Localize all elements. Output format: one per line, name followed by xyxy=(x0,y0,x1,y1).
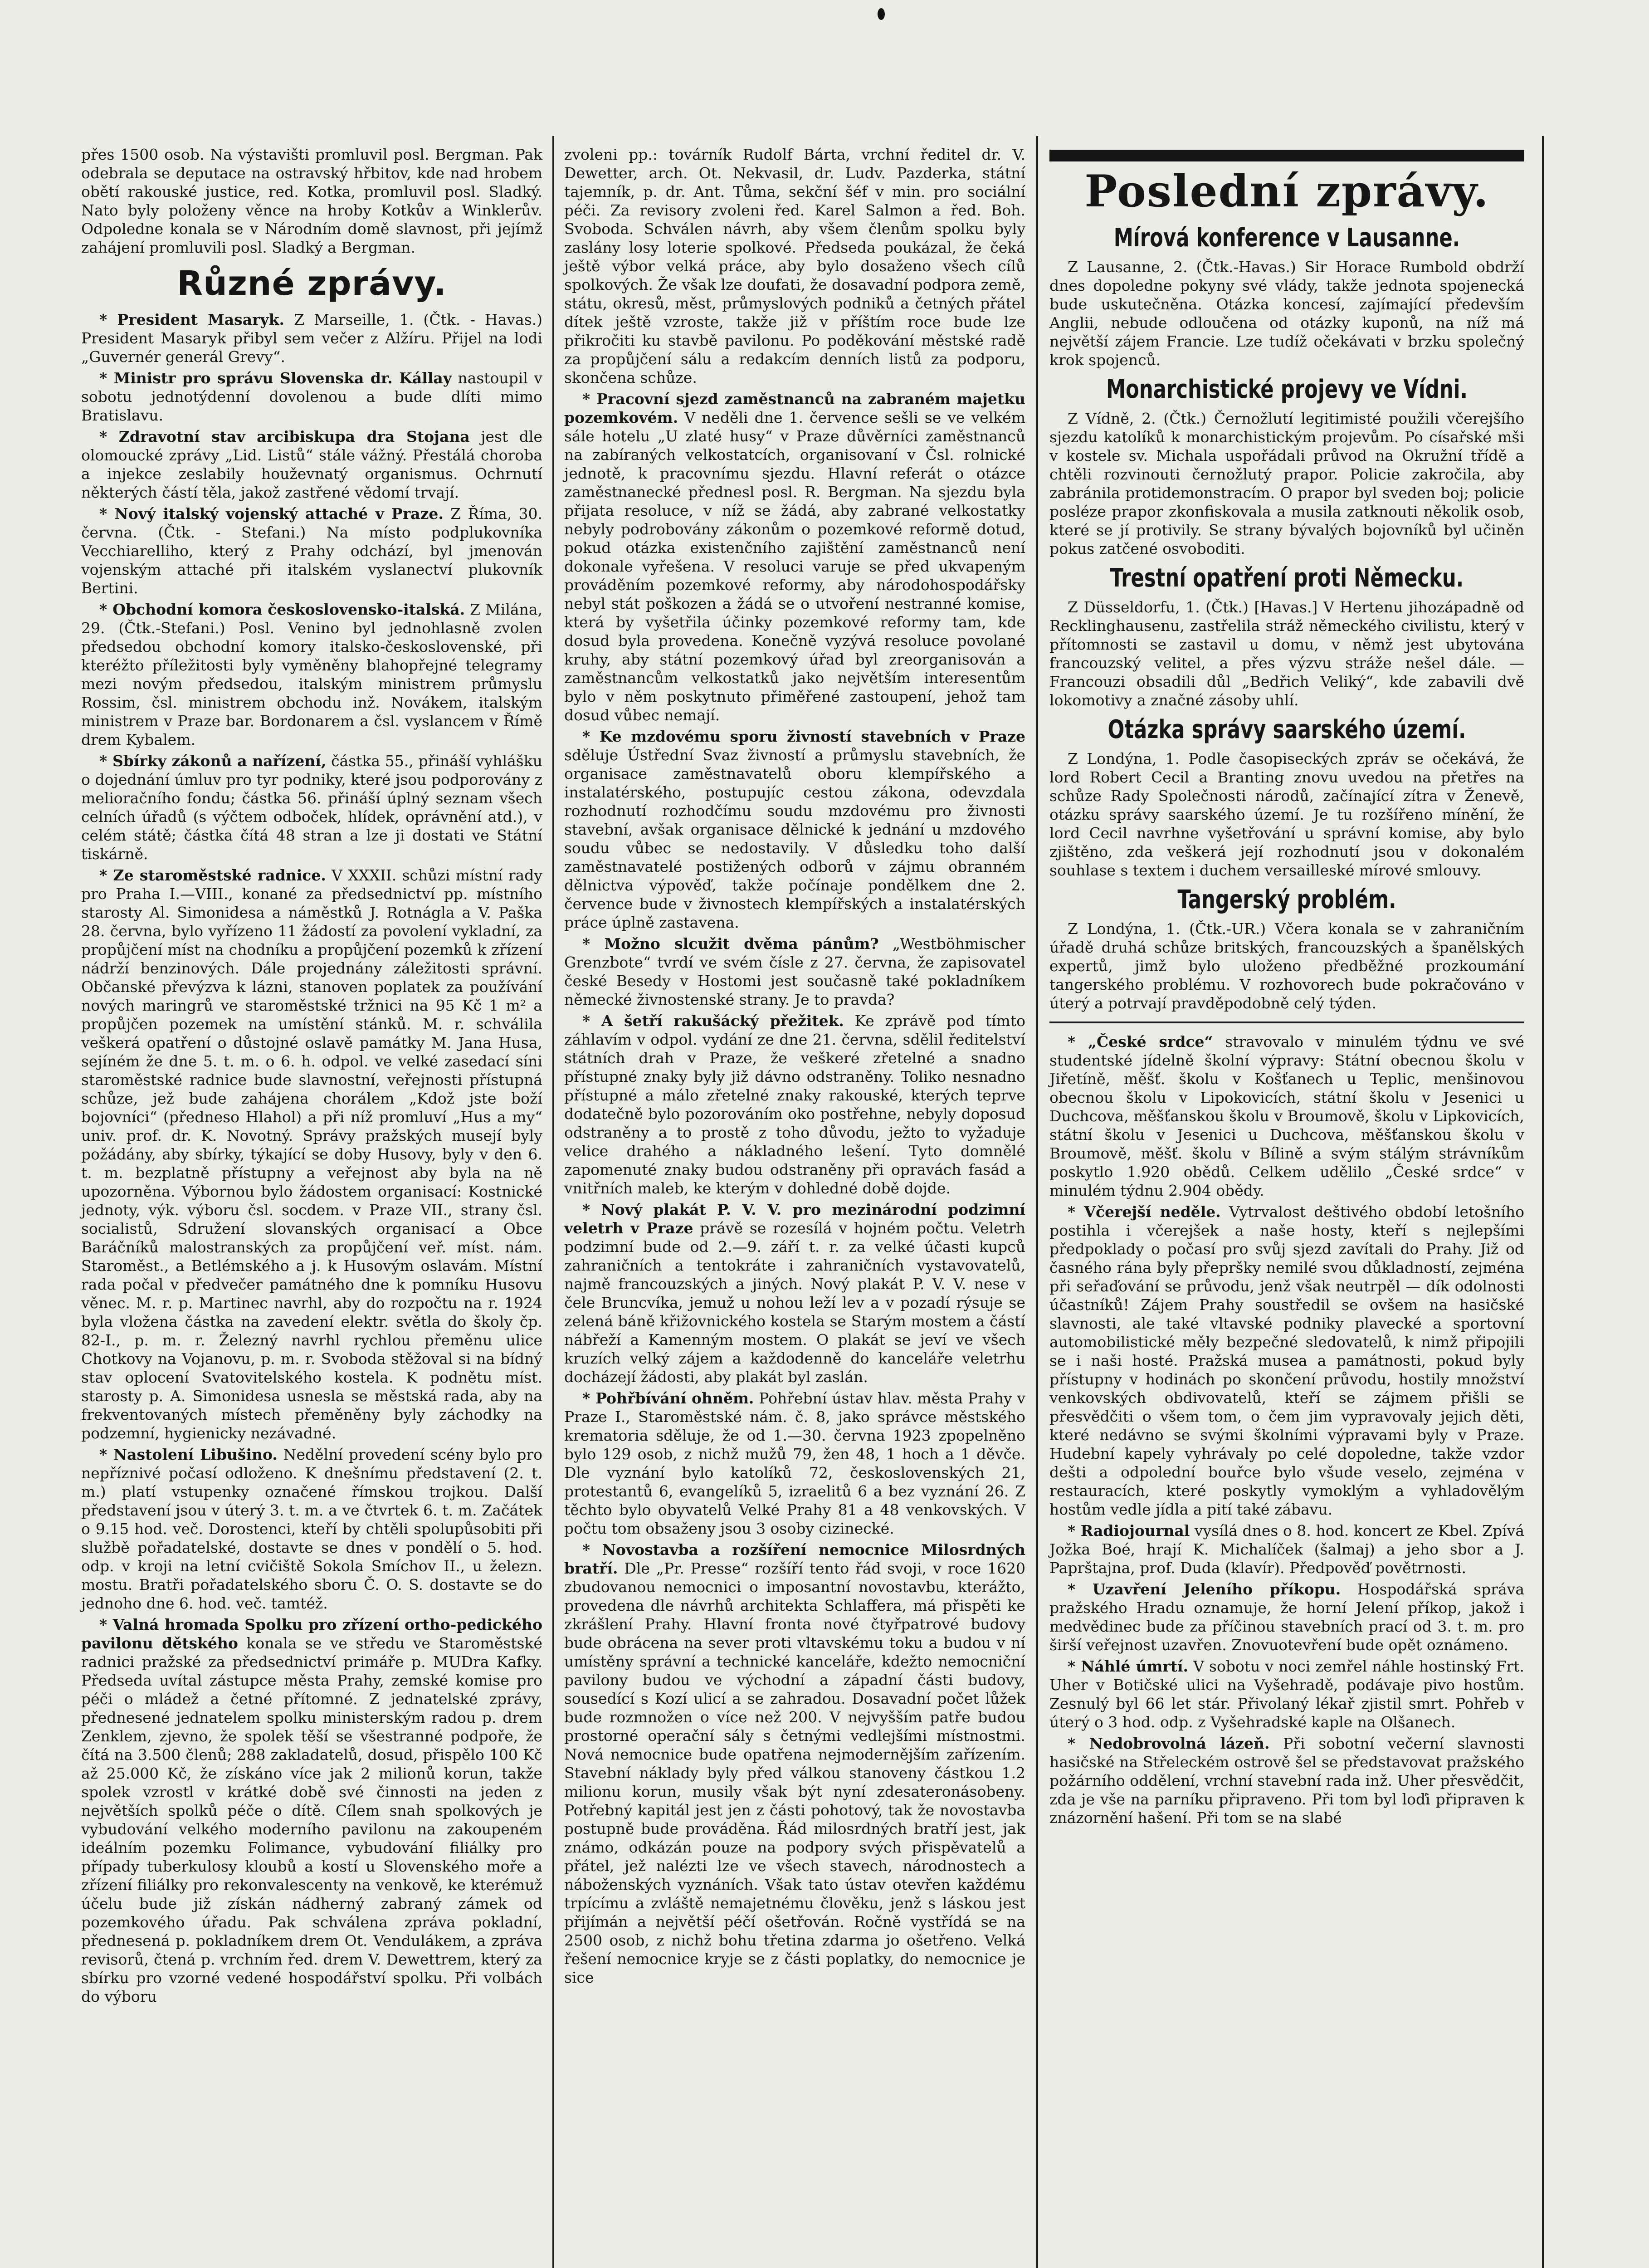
news-item-text: právě se rozesílá v hojném počtu. Veletrh podzimní bude od 2.—9. září t. r. za velké účasti kupců zahraničních a tentokráte i zahraničních vystavovatelů, najmě francouzských a jiných. Nový plakát P. V. V. nese v čele Bruncvíka, jemuž u nohou leží lev a v pozadí rýsuje se zelená báně křižovnického kostela se Starým mostem a částí nábřeží a Kamenným mostem. O plakát se jeví ve všech kruzích velký zájem a každodenně do kanceláře veletrhu docházejí žádosti, aby plakát byl zaslán. xyxy=(564,1219,1025,1386)
news-item-text: Nedělní provedení scény bylo pro nepříznivé počasí odloženo. K dnešnímu představení (2. t. m.) platí vstupenky označené římskou trojkou. Další představení jsou v úterý 3. t. m. a ve čtvrtek 6. t. m. Začátek o 9.15 hod. več. Dorostenci, kteří by chtěli spolupůsobiti při službě pořadatelské, dostavte se dnes v pondělí o 5. hod. odp. v kroji na letní cvičiště Sokola Smíchov II., u železn. mostu. Bratři pořadatelského sboru Č. O. S. dostavte se do jednoho dne 6. hod. več. tamtéž. xyxy=(81,1446,542,1612)
news-item-headline: * Uzavření Jeleního příkopu. xyxy=(1068,1580,1341,1598)
news-item-text: nastoupil v sobotu jednotýdenní dovolenou a bude dlíti mimo Bratislavu. xyxy=(81,369,542,424)
page-ink-mark xyxy=(878,8,885,20)
news-item-headline: * Nový italský vojenský attaché v Praze. xyxy=(99,505,444,523)
news-item xyxy=(564,1012,1025,1198)
report-title: Otázka správy saarského území. xyxy=(1107,715,1466,744)
news-item-headline: * Možno slcužit dvěma pánům? xyxy=(582,935,879,953)
news-item-text: stravovalo v minulém týdnu ve své studentské jídelně školní výpravy: Státní obecnou školu v Jiřetíně, měšť. školu v Košťanech u Teplic, menšinovou obecnou školu v Lipokovicích, státní školu v Jesenici u Duchcova, měšťanskou školu v Broumově, školu v Lipkovicích, státní školu v Jesenici u Duchcova, měšťanskou školu v Broumově, měšť. školu v Bílině a svým stálým strávníkům poskytlo 1.920 obědů. Celkem udělilo „České srdce“ v minulém týdnu 2.904 obědy. xyxy=(1049,1033,1524,1199)
report-title: Trestní opatření proti Německu. xyxy=(1110,563,1464,593)
news-item xyxy=(81,504,542,597)
news-item-text: konala se ve středu ve Staroměstské radnici pražské za předsednictví primáře p. MUDra Kafky. Předseda uvítal zástupce města Prahy, zemské komise pro péči o mládež a četné přítomné. Z jednatelské zprávy, přednesené jednatelem spolku ministerským radou p. drem Zenklem, zjevno, že spolek těší se všestranné podpoře, že čítá na 3.500 členů; 288 zakladatelů, dosud, přispělo 100 Kč až 25.000 Kč, že získáno více jak 2 milionů korun, takže spolek vzrostl v krátké době své činnosti na jeden z největších spolků péče o dítě. Cílem snah spolkových je vybudování velkého moderního pavilonu na zakoupeném ideálním pozemku Folimance, vybudování filiálky pro případy tuberkulosy kloubů a kostí u Slovenského moře a zřízení filiálky pro rekonvalescenty na venkově, ke kterémuž účelu bude již získán nádherný zabraný zámek od pozemkového úřadu. Pak schválena zpráva pokladní, přednesená p. pokladníkem drem Ot. Vendulákem, a zpráva revisorů, čtená p. vrchním řed. drem V. Dewettrem, který za sbírku pro vzorné vedené hospodářství spolku. Při volbách do výboru xyxy=(81,1634,542,2005)
news-item-text: Z Milána, 29. (Čtk.-Stefani.) Posl. Venino byl jednohlasně zvolen předsedou obchodní komory italsko-československé, při kteréžto příležitosti byly vyměněny blahopřejné telegramy mezi novým předsedou, italským ministrem průmyslu Rossim, čsl. ministrem obchodu inž. Novákem, italským ministrem v Praze bar. Bordonarem a čsl. vyslancem v Římě drem Kybalem. xyxy=(81,601,542,748)
news-item-headline: * Pohřbívání ohněm. xyxy=(582,1389,754,1407)
news-item-headline: * Nastolení Libušino. xyxy=(99,1446,278,1463)
report-title: Tangerský problém. xyxy=(1177,885,1396,914)
report-title: Mírová konference v Lausanne. xyxy=(1113,223,1460,253)
news-item-text: V neděli dne 1. července sešli se ve velkém sále hotelu „U zlaté husy“ v Praze důvěrníci zaměstnanců na zabíraných velkostatcích, organisovaní v Čsl. rolnické jednotě, k pracovnímu sjezdu. Hlavní referát o otázce zaměstnanecké přednesl posl. R. Bergman. Na sjezdu byla přijata resoluce, v níž se žádá, aby zabrané velkostatky nebyly podrobovány zákonům o pozemkové reformě dotud, pokud otázka existenčního zajištění zaměstnanců není dokonale vyřešena. V resoluci varuje se před ukvapeným prováděním pozemkové reformy, aby národohospodářsky nebyl stát poškozen a žádá se o utvoření nestranné komise, která by vyšetřila účinky pozemkové reformy tam, kde dosud byla provedena. Konečně vyzývá resoluce povolané kruhy, aby státní pozemkový úřad byl zreorganisován a zaměstnancům velkostatků jako největším interesentům bylo v něm poskytnuto přiměřené zastoupení, jehož tam dosud vůbec nemají. xyxy=(564,409,1025,724)
news-item-headline: * Ze staroměstské radnice. xyxy=(99,866,326,884)
news-item-text: Dle „Pr. Presse“ rozšíří tento řád svoji, v roce 1620 zbudovanou nemocnici o imposantní novostavbu, kterážto, provedena dle návrhů architekta Schlaffera, má přispěti ke zkrášlení Prahy. Hlavní fronta nové čtyřpatrové budovy bude obrácena na sever proti vltavskému toku a budou v ní umístěny správní a technické kanceláře, kdežto nemocniční pavilony budou ve východní a západní části budovy, sousedící s Kozí ulicí a se zahradou. Dosavadní počet lůžek bude rozmnožen o více než 200. V nejvyšším patře budou prostorné operační sály s četnými vedlejšími místnostmi. Nová nemocnice bude opatřena nejmodernějším zařízením. Stavební náklady byly před válkou stanoveny částkou 1.2 milionu korun, musily však být nyní zdesateronásobeny. Potřebný kapitál jest jen z části pohotový, tak že novostavba postupně bude prováděna. Řád milosrdných bratří jest, jak známo, odkázán pouze na podpory svých přispěvatelů a přátel, jež nalézti lze ve všech stavech, národnostech a náboženských vyznáních. Však tato ústav otevřen každému trpícímu a zvláště nemajetnému člověku, jenž s láskou jest přijímán a největší péčí ošetřován. Ročně vystřídá se na 2500 osob, z nichž bohu třetina zdarma jo ošetřeno. Velká řešení nemocnice kryje se z části poplatky, do nemocnice je sice xyxy=(564,1559,1025,1986)
news-item-text: vysílá dnes o 8. hod. koncert ze Kbel. Zpívá Jožka Boé, hrají K. Michalíček (šalmaj) a jeho sbor a J. Paprštajna, prof. Duda (klavír). Předpověď povětrnosti. xyxy=(1049,1522,1524,1577)
column-1 xyxy=(75,145,549,2268)
news-item-headline: * Obchodní komora československo-italská. xyxy=(99,601,465,618)
news-item-text: V sobotu v noci zemřel náhle hostinský Frt. Uher v Botičské ulici na Vyšehradě, podávaje pivo hostům. Zesnulý byl 66 let stár. Přivolaný lékař zjistil smrt. Pohřeb v úterý o 3 hod. odp. z Vyšehradské kaple na Olšanech. xyxy=(1049,1657,1525,1731)
news-item-headline: * „České srdce“ xyxy=(1068,1033,1213,1051)
news-item xyxy=(564,1540,1025,1987)
news-item-headline: * A šetří rakušácký přežitek. xyxy=(582,1012,844,1030)
news-item-headline: * Novostavba a rozšíření nemocnice Milosrdných bratří. xyxy=(564,1541,1025,1577)
news-item xyxy=(81,752,542,863)
column-2 xyxy=(558,145,1032,2268)
news-item xyxy=(81,866,542,1442)
news-item xyxy=(1049,1032,1524,1200)
banner-rule xyxy=(1049,150,1524,161)
news-item-text: Pohřební ústav hlav. města Prahy v Praze I., Staroměstské nám. č. 8, jako správce městského krematoria sděluje, že od 1.—30. června 1923 zpopelněno bylo 129 osob, z nichž mužů 79, žen 48, 1 hoch a 1 děvče. Dle vyznání bylo katolíků 72, československých 21, protestantů 6, evangelíků 5, izraelitů 6 a bez vyznání 26. Z těchto bylo obyvatelů Velké Prahy 81 a 48 venkovských. V počtu tom obsaženy jsou 3 osoby cizinecké. xyxy=(564,1389,1025,1537)
news-item-headline: * Ke mzdovému sporu živností stavebních v Praze xyxy=(582,728,1025,745)
report-text: Z Lausanne, 2. (Čtk.-Havas.) Sir Horace Rumbold obdrží dnes dopoledne pokyny své vlády, takže jednota spojenecká bude uskutečněna. Otázka koncesí, zajímající především Anglii, nebude odloučena od otázky kuponů, na níž má největší zájem Francie. Lze tudíž očekávati v brzku společný krok spojenců. xyxy=(1049,258,1524,369)
report-title: Monarchistické projevy ve Vídni. xyxy=(1106,375,1468,404)
news-item-headline: * Ministr pro správu Slovenska dr. Kállay xyxy=(99,369,452,387)
news-item-headline: * Radiojournal xyxy=(1068,1522,1190,1540)
news-item xyxy=(1049,1580,1524,1654)
news-item xyxy=(1049,1202,1524,1519)
news-item xyxy=(564,1389,1025,1538)
news-item-text: V XXXII. schůzi místní rady pro Praha I.—VIII., konané za předsednictví pp. místního starosty Al. Simonidesa a náměstků J. Rotnágla a V. Paška 28. června, bylo vyřízeno 11 žádostí za povolení vykladní, za propůjčení míst na chodníku a propůjčení pozemků k zřízení nádrží benzinových. Dále projednány záležitosti správní. Občanské převýzva k lázni, stanoven poplatek za používání nových maringrů ve staroměstské tržnici na 95 Kč 1 m² a propůjčen pozemek na umístění stánků. M. r. schválila veškerá opatření o důstojné oslavě památky M. Jana Husa, sejíném že dne 5. t. m. o 6. h. odpol. ve velké zasedací síni staroměstské radnice bude slavnostní, veřejnosti přístupná schůze, jež bude zahájena chorálem „Kdož jste boží bojovníci“ (předneso Hlahol) a při níž promluví „Hus a my“ univ. prof. dr. K. Novotný. Správy pražských musejí byly požádány, aby sbírky, týkající se doby Husovy, byly v den 6. t. m. bezplatně přístupny a veřejnost aby byla na ně upozorněna. Výbornou bylo žádostem organisací: Kostnické jednoty, výk. výboru čsl. socdem. v Praze VII., strany čsl. socialistů, Sdružení slovanských organisací a Obce Baráčníků malostranských za propůjčení veř. míst. nám. Staroměst., a Betlémského a j. k Husovým oslavám. Místní rada počal v předvečer památného dne k pomníku Husovu věnec. M. r. p. Martinec navrhl, aby do rozpočtu na r. 1924 byla vložena částka na zavedení elektr. světla do školy čp. 82-I., p. m. r. Železný navrhl rychlou přeměnu ulice Chotkovy na Vojanovu, p. m. r. Svoboda stěžoval si na bídný stav oplocení Svatovitelského kostela. K podnětu míst. starosty p. A. Simonidesa usnesla se městská rada, aby na frekventovaných místech přeměněny byly záchodky na podzemní, hygienicky nezávadné. xyxy=(81,866,542,1442)
news-item-text: Z Říma, 30. června. (Čtk. - Stefani.) Na místo podplukovníka Vecchiarelliho, který z Prahy odchází, byl jmenován vojenským attaché při italském vyslanectví plukovník Bertini. xyxy=(81,505,542,597)
news-item-headline: * Sbírky zákonů a nařízení, xyxy=(99,752,327,770)
news-item-headline: * Nový plakát P. V. V. pro mezinárodní podzimní veletrh v Praze xyxy=(564,1201,1025,1237)
report-text: Z Londýna, 1. (Čtk.-UR.) Včera konala se v zahraničním úřadě druhá schůze britských, francouzských a španělských expertů, jimž bylo uloženo předběžné prozkoumání tangerského problému. V rozhovorech bude pokračováno v úterý a potrvají pravděpodobně celý týden. xyxy=(1049,920,1524,1012)
news-item xyxy=(81,1445,542,1613)
news-item-headline: * Včerejší neděle. xyxy=(1068,1203,1221,1221)
news-item-text: Při sobotní večerní slavnosti hasičské na Střeleckém ostrově šel se představovat pražského požárního oddělení, vrchní stavební rada inž. Uher přesvědčit, zda je vše na parníku připraveno. Při tom byl loďi připraven k znázornění hašení. Při tom se na slabé xyxy=(1049,1735,1524,1827)
news-item xyxy=(1049,1657,1524,1731)
latest-news-banner: Poslední zprávy. xyxy=(1084,166,1489,217)
news-item xyxy=(564,1200,1025,1386)
news-item-text: sděluje Ústřední Svaz živností a průmyslu stavebních, že organisace zaměstnavatelů oboru klempířského a instalatérského, postupujíc cestou zákona, odevzdala rozhodnutí rozhodčímu soudu mzdovému pro živnosti stavební, avšak organisace dělnické k jednání u mzdového soudu vůbec se nedostavily. V důsledku toho další zaměstnavatelé postižených odborů v zájmu obranném dělnictva výpověď, takže počínaje pondělkem dne 2. července bude v živnostech klempířských a instalatérských práce úplně zastavena. xyxy=(564,746,1025,931)
news-item xyxy=(1049,1521,1524,1577)
report-text: Z Vídně, 2. (Čtk.) Černožlutí legitimisté použili včerejšího sjezdu katolíků k monarchistickým projevům. Po císařské mši v kostele sv. Michala uspořádali průvod na Okružní třídě a chtěli rozvinouti černožlutý prapor. Policie zakročila, aby zabránila protidemonstracím. O prapor byl sveden boj; policie posléze prapor zkonfiskovala a musila zatknouti několik osob, které se jí protivily. Se strany bývalých bojovníků byl učiněn pokus zatčené osvoboditi. xyxy=(1049,410,1524,557)
report-text: Z Düsseldorfu, 1. (Čtk.) [Havas.] V Hertenu jihozápadně od Recklinghausenu, zastřelila stráž německého civilistu, který v přítomnosti se zastavil u domu, v němž jest ubytována francouzský velitel, a přes výzvu stráže nešel dále. — Francouzi obsadili důl „Bedřich Veliký“, kde zabavili dvě lokomotivy a značné zásoby uhlí. xyxy=(1049,598,1524,709)
news-item xyxy=(81,310,542,366)
news-item-text: Ke zprávě pod tímto záhlavím v odpol. vydání ze dne 21. června, sdělil ředitelství státních drah v Praze, že veškeré zřetelné a snadno přístupné znaky byly již dávno odstraněny. Toliko nesnadno přístupné a málo zřetelné znaky rakouské, kterých teprve dodatečně bylo pozorováním oko postřehne, nebyly doposud odstraněny a to prostě z toho důvodu, ježto to vyžaduje velice drahého a nákladného lešení. Tyto domnělé zapomenuté znaky budou odstraněny při opravách fasád a vnitřních maleb, ke kterým v dohledné době dojde. xyxy=(564,1012,1025,1197)
column-rule xyxy=(1036,136,1038,2268)
section-title: Různé zprávy. xyxy=(177,264,447,303)
news-item-text: Hospodářská správa pražského Hradu oznamuje, že horní Jelení příkop, jakož i medvědinec bude za příčinou stavebních prací od 3. t. m. pro širší veřejnost uzavřen. Znovuotevření bude opět oznámeno. xyxy=(1049,1580,1524,1654)
article-continuation: přes 1500 osob. Na výstavišti promluvil posl. Bergman. Pak odebrala se deputace na ostravský hřbitov, kde nad hrobem obětí rakouské justice, red. Kotka, promluvil posl. Sladký. Nato byly položeny věnce na hroby Kotkův a Winklerův. Odpoledne konala se v Národním domě slavnost, při jejímž zahájení promluvili posl. Sladký a Bergman. xyxy=(81,146,542,256)
news-item-headline: * Valná hromada Spolku pro zřízení ortho-pedického pavilonu dětského xyxy=(81,1616,542,1652)
news-item-headline: * Pracovní sjezd zaměstnanců na zabraném majetku pozemkovém. xyxy=(564,390,1025,426)
news-item-headline: * Náhlé úmrtí. xyxy=(1068,1657,1189,1675)
news-item xyxy=(564,934,1025,1009)
column-3 xyxy=(1043,145,1531,2268)
news-item xyxy=(564,727,1025,932)
news-item-text: „Westböhmischer Grenzbote“ tvrdí ve svém čísle z 27. června, že zapisovatel české Besedy v Hostomi jest současně také pokladníkem německé živnostenské strany. Je to pravda? xyxy=(564,935,1025,1008)
news-item-headline: * President Masaryk. xyxy=(99,311,285,328)
news-item xyxy=(81,600,542,749)
article-continuation: zvoleni pp.: továrník Rudolf Bárta, vrchní ředitel dr. V. Dewetter, arch. Ot. Nekvasil, dr. Ludv. Pazderka, státní tajemník, p. dr. Ant. Tůma, sekční šéf v min. pro sociální péči. Za revisory zvoleni řed. Karel Salmon a řed. Boh. Svoboda. Schválen návrh, aby všem členům spolku byly zaslány losy loterie spolkové. Předseda poukázal, že čeká ještě výbor velká práce, aby bylo dosaženo všech cílů spolkových. Že však lze doufati, že dosavadní podpora země, státu, okresů, měst, průmyslových podniků a četných přátel dítek ještě vzroste, takže již v příštím roce bude lze přikročiti ku stavbě pavilonu. Po poděkování městské radě za propůjčení sálu a redakcím denních listů za podporu, skončena schůze. xyxy=(564,146,1025,386)
column-rule xyxy=(1542,136,1544,2268)
news-item xyxy=(81,369,542,425)
news-item-text: částka 55., přináší vyhlášku o dojednání úmluv pro tyr podniky, které jsou podporovány z melioračního fondu; částka 56. přináší úplný seznam všech celních úřadů (s výčtem odboček, hlídek, oprávnění atd.), v celém státě; částka čítá 48 stran a lze ji dostati ve Státní tiskárně. xyxy=(81,752,542,863)
column-rule xyxy=(552,136,554,2268)
section-divider xyxy=(1049,1022,1524,1023)
news-item xyxy=(564,390,1025,724)
news-item-headline: * Nedobrovolná lázeň. xyxy=(1068,1735,1270,1752)
news-item-text: jest dle olomoucké zprávy „Lid. Listů“ stále vážný. Přestálá choroba a injekce zeslabily houževnatý organismus. Ochrnutí některých částí těla, jakož zastřené vědomí trvají. xyxy=(81,428,542,501)
news-item-text: Z Marseille, 1. (Čtk. - Havas.) President Masaryk přibyl sem večer z Alžíru. Přijel na lodi „Guvernér generál Grevy“. xyxy=(81,311,542,366)
news-item xyxy=(81,427,542,502)
news-item-headline: * Zdravotní stav arcibiskupa dra Stojana xyxy=(99,428,470,445)
news-item-text: Vytrvalost deštivého období letošního postihla i včerejšek a naše hosty, kteří s nejlepšími předpoklady o počasí pro svůj sjezd zavítali do Prahy. Již od časného rána byly přepršky nemilé svou důkladností, zejména při seřaďování se průvodu, jenž však neutrpěl — dík odolnosti účastníků! Zájem Prahy soustředil se ovšem na hasičské slavnosti, ale také vltavské podniky plavecké a sportovní automobilistické měly bezpečné sledovatelů, k nimž připojili se i naši hosté. Pražská musea a památnosti, pokud byly přístupny v hodinách po skončení průvodu, hostily množství venkovských obdivovatelů, kteří se zájmem přišli se přesvědčiti o všem tom, o čem jim vypravovaly jejich děti, které nedávno se svými školními výpravami byly v Praze. Hudební kapely vyhrávaly po celé dopoledne, takže vzdor dešti a odpolední bouřce bylo všude veselo, zejména v restauracích, které poskytly vymoklým a vyhladovělým hostům vedle jídla a pití také zábavu. xyxy=(1049,1203,1524,1518)
news-item xyxy=(1049,1734,1524,1827)
news-item xyxy=(81,1615,542,2006)
report-text: Z Londýna, 1. Podle časopiseckých zpráv se očekává, že lord Robert Cecil a Branting znovu uvedou na přetřes na schůze Rady Společnosti národů, začínající zítra v Ženevě, otázku správy saarského území. Je tu rozšířeno mínění, že lord Cecil navrhne vyšetřování u správní komise, aby bylo zjištěno, zda veškerá její rozhodnutí jsou v dokonalém souhlase s textem i duchem versailleské mírové smlouvy. xyxy=(1049,750,1524,879)
